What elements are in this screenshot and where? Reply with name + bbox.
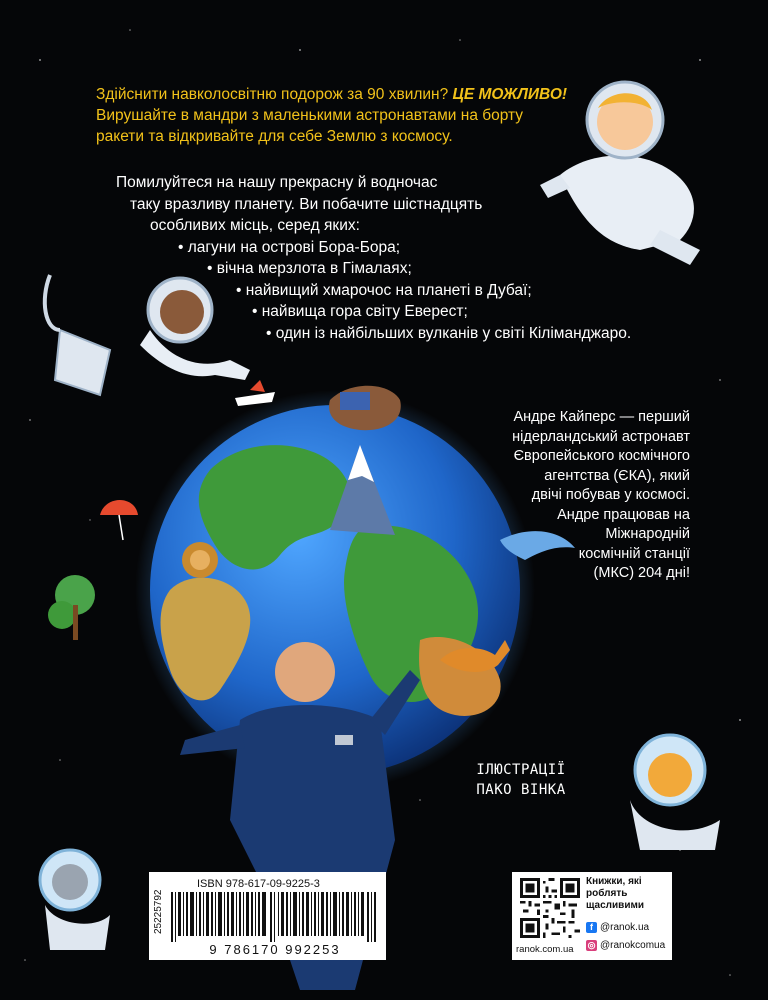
bio-line: Європейського космічного bbox=[513, 448, 690, 464]
astronaut-dog-illustration bbox=[630, 735, 720, 850]
facebook-link[interactable] bbox=[586, 922, 649, 936]
bio-line: двічі побував у космосі. bbox=[531, 487, 690, 503]
publisher-slogan: Книжки, які роблять щасливими bbox=[586, 876, 645, 911]
description-line-3: особливих місць, серед яких: bbox=[150, 217, 360, 234]
publisher-box bbox=[512, 872, 672, 960]
bio-line: нідерландський астронавт bbox=[512, 428, 690, 445]
seaplane-illustration bbox=[235, 380, 275, 406]
isbn-text: ISBN 978-617-09-9225-3 bbox=[197, 878, 320, 890]
bio-line: космічній станції bbox=[578, 545, 690, 562]
description-bullet-5: • один із найбільших вулканів у світі Кіліманджаро. bbox=[266, 324, 632, 342]
astronaut-girl-illustration bbox=[45, 275, 250, 395]
lion-illustration bbox=[182, 542, 218, 578]
bio-line: агентства (ЄКА), який bbox=[544, 467, 690, 484]
astronaut-cat-illustration bbox=[40, 850, 110, 950]
barcode-box bbox=[149, 872, 386, 960]
publisher-url[interactable]: ranok.com.ua bbox=[516, 944, 574, 955]
description-line-1: Помилуйтеся на нашу прекрасну й водночас bbox=[116, 174, 438, 191]
barcode-side-number: 25225792 bbox=[153, 889, 164, 935]
facebook-handle: @ranok.ua bbox=[600, 922, 650, 933]
qr-code[interactable] bbox=[520, 878, 580, 938]
intro-emphasis: ЦЕ МОЖЛИВО! bbox=[452, 86, 568, 103]
barcode-number: 9 786170 992253 bbox=[209, 942, 341, 957]
illustrator-credit bbox=[466, 760, 576, 800]
description-bullet-2: • вічна мерзлота в Гімалаях; bbox=[207, 260, 412, 277]
description-line-2: таку вразливу планету. Ви побачите шістнадцять bbox=[130, 195, 483, 213]
instagram-link[interactable] bbox=[586, 940, 665, 954]
facebook-icon: f bbox=[586, 922, 597, 933]
instagram-handle: @ranokcomua bbox=[600, 940, 666, 951]
description-bullet-1: • лагуни на острові Бора-Бора; bbox=[178, 238, 401, 256]
beach-umbrella-illustration bbox=[100, 500, 138, 540]
description-bullet-4: • найвища гора світу Еверест; bbox=[252, 303, 468, 320]
intro-text bbox=[96, 84, 596, 147]
bio-line: Міжнародній bbox=[605, 526, 690, 542]
bio-line: Андре Кайперс — перший bbox=[513, 409, 690, 425]
illustrator-label: ІЛЮСТРАЦІЇ bbox=[476, 762, 566, 778]
bio-line: Андре працював на bbox=[557, 506, 690, 523]
description-bullet-3: • найвищий хмарочос на планеті в Дубаї; bbox=[236, 281, 532, 299]
intro-line-1: Здійснити навколосвітню подорож за 90 хвилин? ЦЕ МОЖЛИВО! bbox=[96, 86, 568, 103]
illustrator-name: ПАКО ВІНКА bbox=[476, 782, 566, 798]
intro-line-3: ракети та відкривайте для себе Землю з космосу. bbox=[96, 128, 453, 145]
author-bio bbox=[430, 408, 690, 584]
barcode-bars bbox=[171, 892, 379, 942]
tree-illustration bbox=[48, 575, 95, 640]
intro-line-2: Вирушайте в мандри з маленькими астронавтами на борту bbox=[96, 107, 524, 124]
instagram-icon: ◎ bbox=[587, 940, 596, 950]
bio-line: (МКС) 204 дні! bbox=[593, 565, 690, 581]
